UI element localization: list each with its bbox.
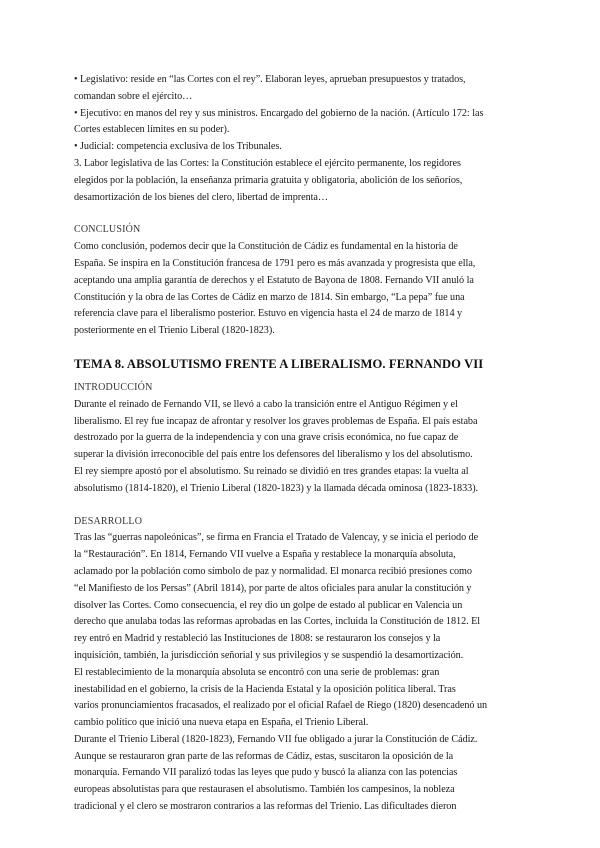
text-line: varios pronunciamientos fracasados, el realizado por el oficial Rafael de Riego (1820) desencadenó un	[74, 700, 488, 712]
text-line: liberalismo. El rey fue incapaz de afrontar y resolver los graves problemas de España. El país estaba	[74, 415, 478, 427]
text-line: • Legislativo: reside en “las Cortes con el rey”. Elaboran leyes, aprueban presupuestos y tratados,	[74, 74, 466, 85]
text-line: Como conclusión, podemos decir que la Constitución de Cádiz es fundamental en la historia de	[74, 241, 458, 253]
text-line: aclamado por la población como símbolo de paz y normalidad. El monarca recibió presiones como	[74, 565, 472, 577]
chapter-heading: TEMA 8. ABSOLUTISMO FRENTE A LIBERALISMO. FERNANDO VII	[74, 356, 484, 371]
text-line: posteriormente en el Trienio Liberal (1820-1823).	[74, 325, 275, 337]
text-line: Tras las “guerras napoleónicas”, se firma en Francia el Tratado de Valencay, y se inicia el periodo de	[74, 532, 479, 544]
text-line: Constitución y la obra de las Cortes de Cádiz en marzo de 1814. Sin embargo, “La pepa” fue una	[74, 291, 465, 303]
text-line: cambio político que inició una nueva etapa en España, el Trienio Liberal.	[74, 717, 369, 729]
document-page	[74, 72, 524, 816]
text-line: El rey siempre apostó por el absolutismo. Su reinado se dividió en tres grandes etapas: la vuelta al	[74, 465, 469, 477]
powers-list-block	[74, 72, 524, 206]
text-line: disolver las Cortes. Como consecuencia, el rey dio un golpe de estado al publicar en Valencia un	[74, 599, 463, 611]
text-line: • Judicial: competencia exclusiva de los Tribunales.	[74, 141, 282, 153]
text-line: “el Manifiesto de los Persas” (Abril 1814), por parte de altos oficiales para anular la constitución y	[74, 582, 472, 594]
text-line: la “Restauración”. En 1814, Fernando VII vuelve a España y restablece la monarquía absoluta,	[74, 549, 456, 561]
text-line: destrozado por la guerra de la independencia y con una grave crisis económica, no fue capaz de	[74, 432, 459, 444]
text-line: referencia clave para el liberalismo posterior. Estuvo en vigencia hasta el 24 de marzo de 1814 y	[74, 308, 463, 320]
text-line: Aunque se restauraron gran parte de las reformas de Cádiz, estas, suscitaron la oposición de la	[74, 750, 454, 762]
text-line: europeas absolutistas para que restaurasen el absolutismo. También los campesinos, la nobleza	[74, 784, 455, 796]
introduction-section	[74, 380, 524, 498]
text-line: aceptando una amplia garantía de derechos y el Estatuto de Bayona de 1808. Fernando VII anuló la	[74, 274, 474, 286]
text-line: España. Se inspira en la Constitución francesa de 1791 pero es más avanzada y progresista que ella,	[74, 257, 476, 269]
development-section	[74, 514, 524, 816]
conclusion-label: CONCLUSIÓN	[74, 224, 141, 236]
text-line: monarquía. Fernando VII paralizó todas las leyes que pudo y buscó la alianza con las potencias	[74, 767, 458, 779]
conclusion-section	[74, 222, 524, 340]
text-line: El restablecimiento de la monarquía absoluta se encontró con una serie de problemas: gran	[74, 666, 440, 678]
text-line: derecho que anulaba todas las reformas aprobadas en las Cortes, incluida la Constitución de 1812. El	[74, 616, 481, 628]
text-line: desamortización de los bienes del clero, libertad de imprenta…	[74, 191, 329, 203]
text-line: comandan sobre el ejército…	[74, 90, 193, 102]
text-line: Durante el reinado de Fernando VII, se llevó a cabo la transición entre el Antiguo Régimen y el	[74, 398, 458, 410]
text-line: Durante el Trienio Liberal (1820-1823), Fernando VII fue obligado a jurar la Constitución de Cádiz.	[74, 733, 478, 745]
text-line: absolutismo (1814-1820), el Trienio Liberal (1820-1823) y la llamada década ominosa (1823-1833).	[74, 482, 479, 494]
text-line: • Ejecutivo: en manos del rey y sus ministros. Encargado del gobierno de la nación. (Artículo 172: las	[74, 107, 484, 119]
introduction-label: INTRODUCCIÓN	[74, 381, 153, 393]
development-label: DESARROLLO	[74, 515, 143, 527]
text-line: inquisición, también, la jurisdicción señorial y sus privilegios y se suspendió la desamortización.	[74, 649, 464, 661]
text-line: Cortes establecen límites en su poder).	[74, 124, 230, 136]
text-line: elegidos por la población, la enseñanza primaria gratuita y obligatoria, abolición de los señoríos,	[74, 174, 463, 186]
text-line: rey entró en Madrid y restableció las Instituciones de 1808: se restauraron los consejos y la	[74, 633, 441, 645]
text-line: inestabilidad en el gobierno, la crisis de la Hacienda Estatal y la oposición política liberal. Tras	[74, 683, 456, 695]
text-line: superar la división irreconocible del país entre los defensores del liberalismo y los del absolutismo.	[74, 449, 473, 461]
text-line: 3. Labor legislativa de las Cortes: la Constitución establece el ejército permanente, los regidores	[74, 157, 461, 169]
text-line: tradicional y el clero se mostraron contrarios a las reformas del Trienio. Las dificultades dieron	[74, 801, 457, 813]
